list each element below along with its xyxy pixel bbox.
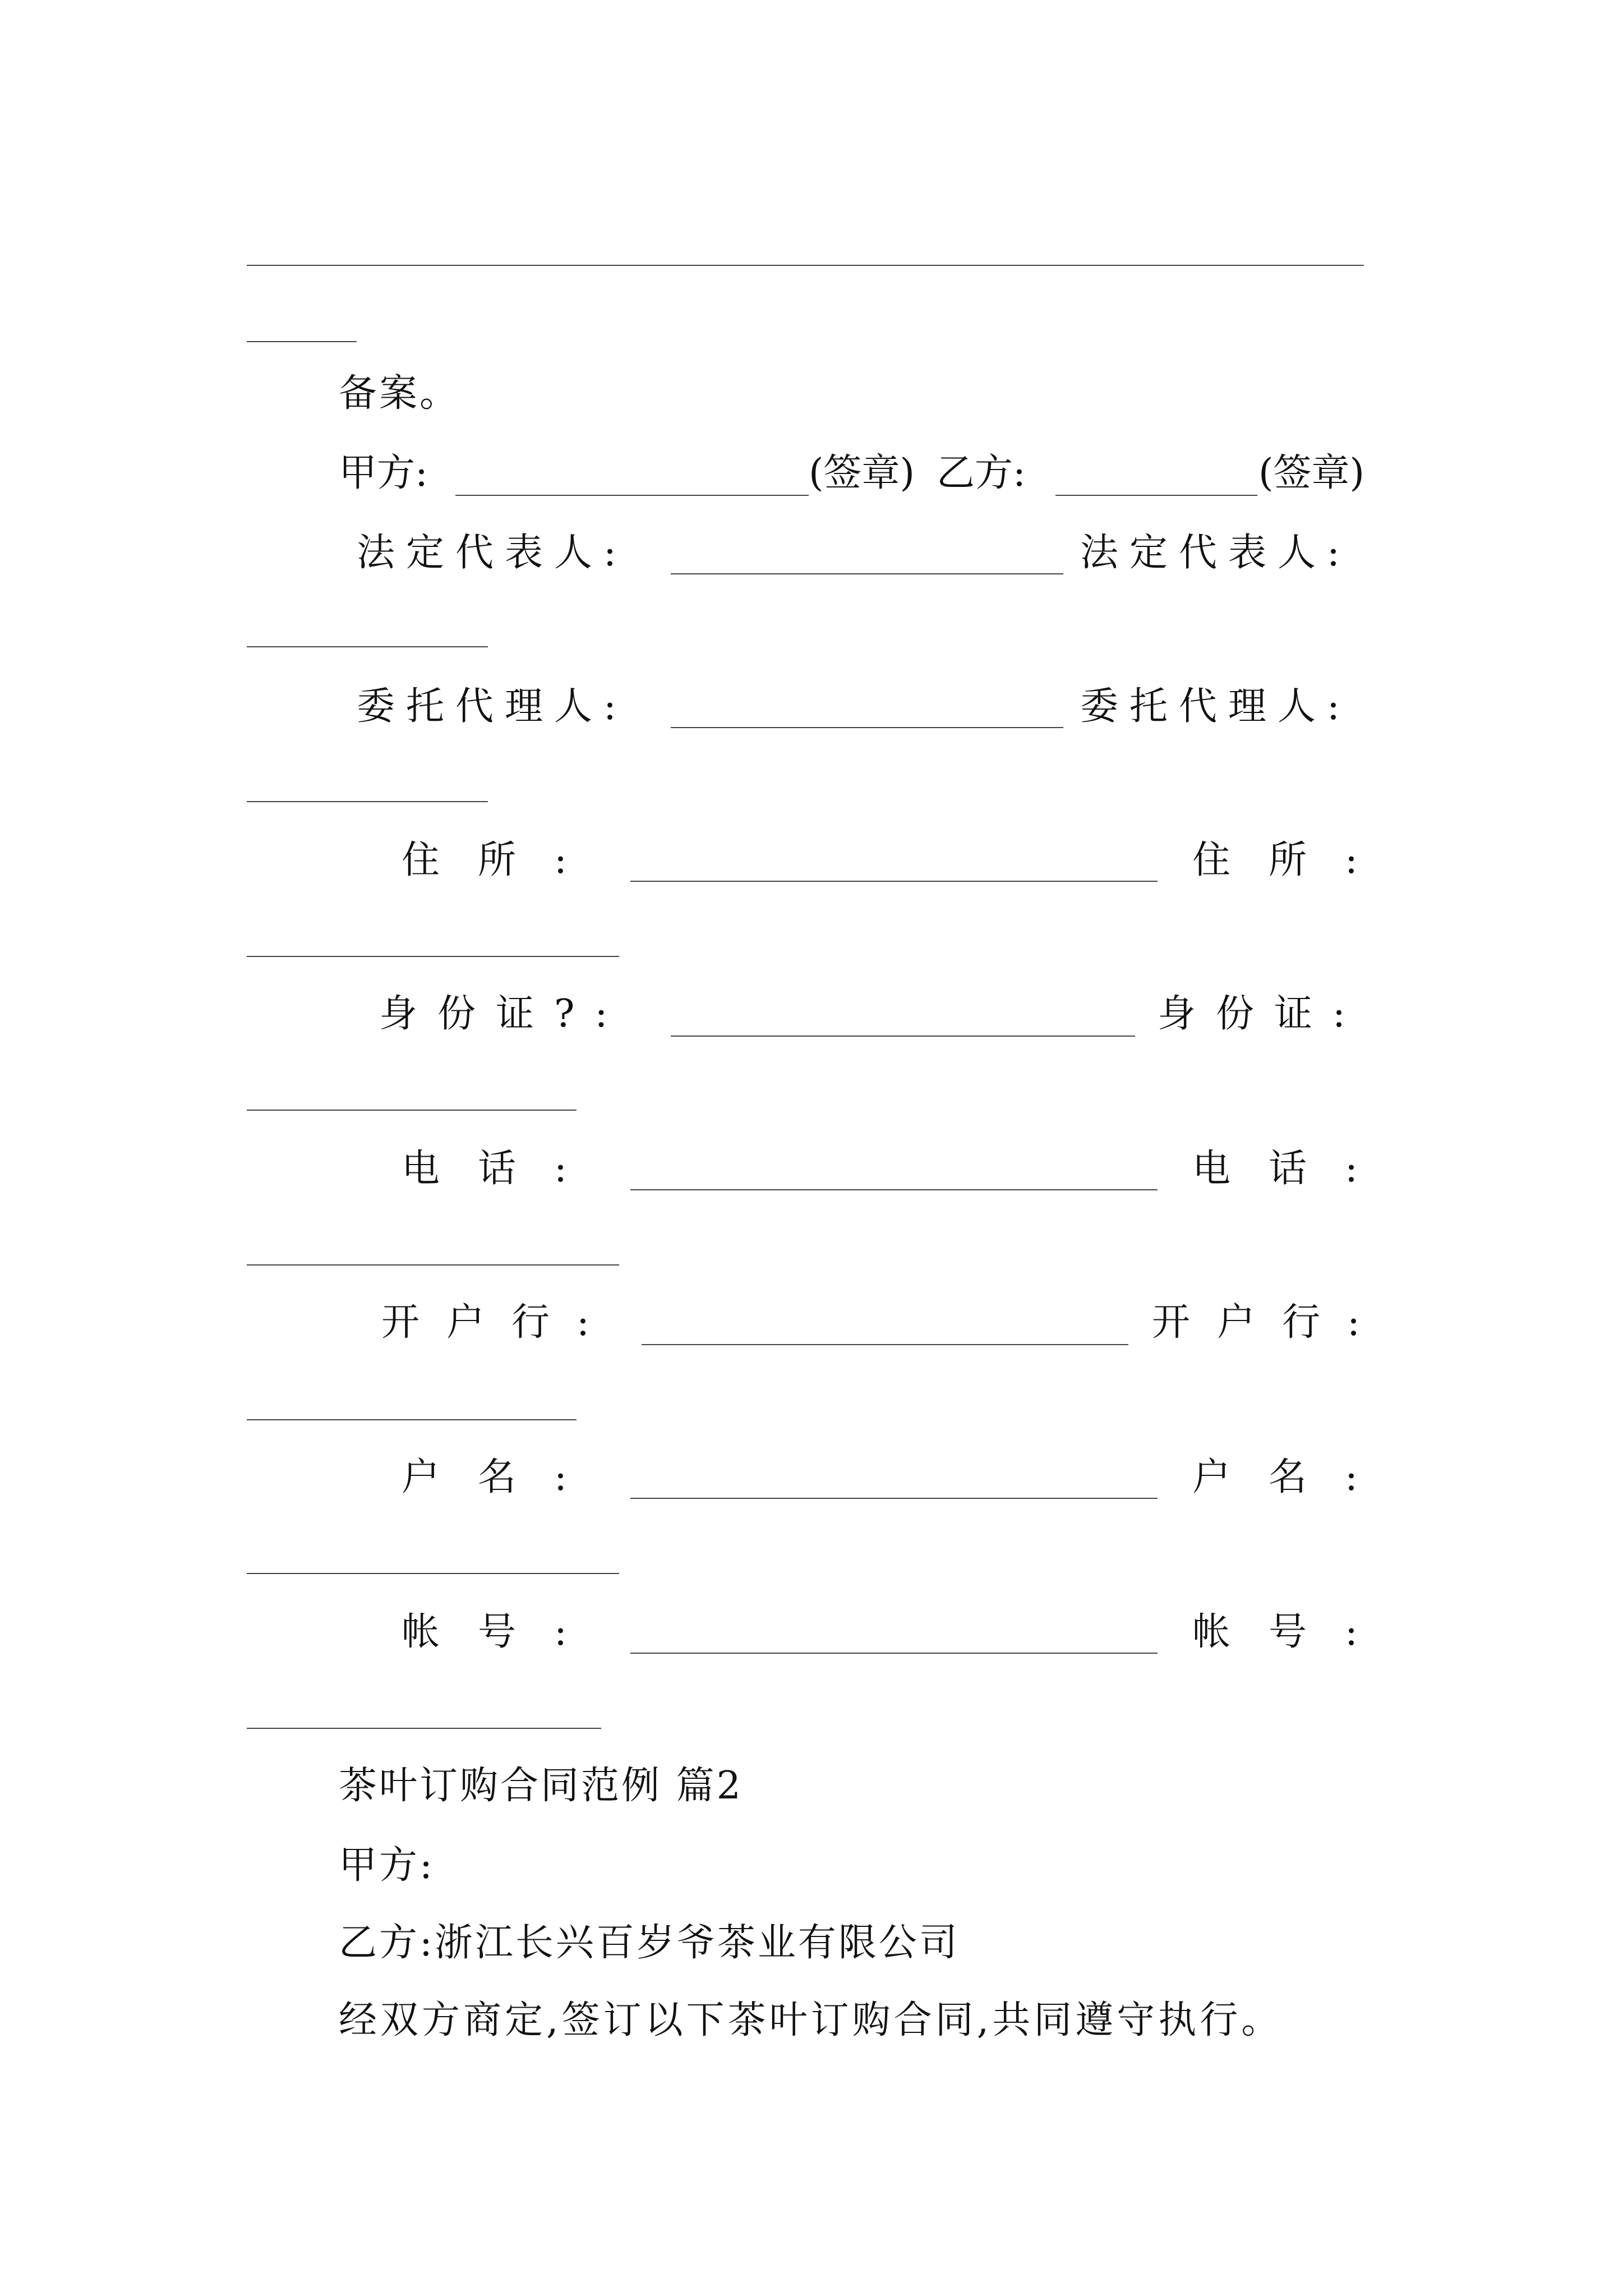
address-label-b: 住所:: [1192, 838, 1396, 882]
address-blank-a: [630, 881, 1158, 882]
account-name-blank-a: [630, 1498, 1158, 1499]
bank-label-a: 开户行:: [381, 1300, 616, 1345]
section-title: 茶叶订购合同范例 篇2: [339, 1764, 743, 1808]
account-number-label-b: 帐号:: [1192, 1610, 1396, 1654]
bank-blank-b: [247, 1419, 577, 1420]
account-name-label-b: 户名:: [1192, 1455, 1396, 1499]
id-blank-b: [247, 1110, 577, 1111]
legal-rep-label-b: 法定代表人:: [1080, 531, 1351, 575]
party-b-sign-label: 乙方:: [937, 451, 1026, 495]
blank-line-top: [247, 265, 1364, 266]
bank-blank-a: [642, 1344, 1128, 1345]
intro-paragraph: 经双方商定,签订以下茶叶订购合同,共同遵守执行。: [339, 1998, 1283, 2042]
phone-label-b: 电话:: [1192, 1147, 1396, 1191]
party-a-seal-label: (签章): [809, 451, 915, 495]
phone-blank-b: [247, 1264, 619, 1266]
phone-blank-a: [630, 1189, 1158, 1190]
legal-rep-label-a: 法定代表人:: [357, 531, 628, 575]
id-label-a: 身份证?:: [379, 992, 628, 1036]
agent-label-a: 委托代理人:: [357, 684, 628, 729]
account-number-blank-a: [630, 1653, 1158, 1654]
agent-blank-b: [247, 801, 488, 802]
agent-blank-a: [671, 727, 1063, 728]
agent-label-b: 委托代理人:: [1080, 684, 1351, 729]
party-a-line: 甲方:: [339, 1843, 435, 1888]
account-number-blank-b: [247, 1728, 601, 1729]
blank-line-top-short: [247, 341, 357, 342]
account-name-label-a: 户名:: [402, 1455, 605, 1499]
legal-rep-blank-a: [671, 573, 1063, 574]
party-a-sign-label: 甲方:: [339, 451, 428, 495]
id-label-b: 身份证:: [1158, 992, 1366, 1036]
party-b-seal-label: (签章): [1258, 451, 1365, 495]
party-a-sign-blank: [455, 495, 809, 496]
address-label-a: 住所:: [402, 838, 605, 882]
account-name-blank-b: [247, 1573, 619, 1574]
id-blank-a: [671, 1036, 1135, 1037]
account-number-label-a: 帐号:: [402, 1610, 605, 1654]
legal-rep-blank-b: [247, 646, 488, 647]
bank-label-b: 开户行:: [1152, 1300, 1387, 1345]
party-b-sign-blank: [1055, 495, 1257, 496]
note-end-text: 备案。: [339, 371, 460, 416]
phone-label-a: 电话:: [402, 1147, 605, 1191]
address-blank-b: [247, 956, 619, 957]
party-b-line: 乙方:浙江长兴百岁爷茶业有限公司: [339, 1921, 960, 1965]
